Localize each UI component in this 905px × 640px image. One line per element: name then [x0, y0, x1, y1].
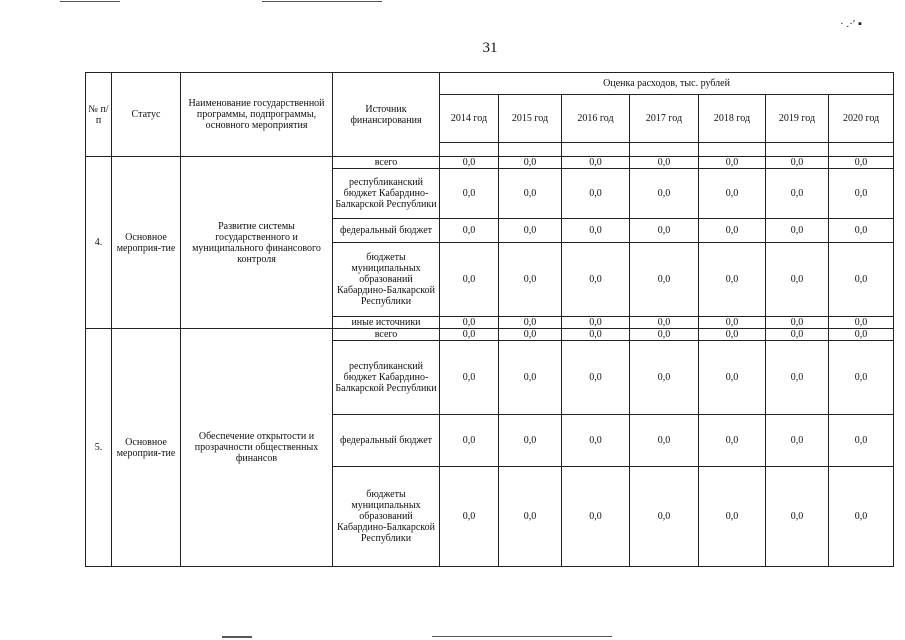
value-cell: 0,0	[562, 169, 630, 219]
scan-line-top-center	[262, 1, 382, 2]
value-cell: 0,0	[766, 157, 829, 169]
value-cell: 0,0	[699, 243, 766, 317]
header-spacer	[766, 143, 829, 157]
value-cell: 0,0	[766, 341, 829, 415]
header-year: 2020 год	[829, 95, 894, 143]
value-cell: 0,0	[562, 415, 630, 467]
value-cell: 0,0	[440, 341, 499, 415]
value-cell: 0,0	[440, 157, 499, 169]
value-cell: 0,0	[766, 243, 829, 317]
value-cell: 0,0	[499, 169, 562, 219]
scan-speck: · .·′ ▪	[840, 18, 862, 30]
header-spacer	[499, 143, 562, 157]
value-cell: 0,0	[699, 329, 766, 341]
value-cell: 0,0	[630, 317, 699, 329]
value-cell: 0,0	[630, 169, 699, 219]
header-year: 2015 год	[499, 95, 562, 143]
source-cell: республиканский бюджет Кабардино-Балкарской Республики	[333, 169, 440, 219]
value-cell: 0,0	[829, 329, 894, 341]
value-cell: 0,0	[440, 169, 499, 219]
value-cell: 0,0	[630, 243, 699, 317]
value-cell: 0,0	[499, 467, 562, 567]
header-name: Наименование государственной программы, подпрограммы, основного мероприятия	[181, 73, 333, 157]
value-cell: 0,0	[766, 467, 829, 567]
header-year: 2017 год	[630, 95, 699, 143]
value-cell: 0,0	[630, 341, 699, 415]
value-cell: 0,0	[766, 329, 829, 341]
group-status: Основное мероприя-тие	[112, 329, 181, 567]
value-cell: 0,0	[499, 415, 562, 467]
group-status: Основное мероприя-тие	[112, 157, 181, 329]
value-cell: 0,0	[630, 467, 699, 567]
header-expenses: Оценка расходов, тыс. рублей	[440, 73, 894, 95]
value-cell: 0,0	[562, 243, 630, 317]
value-cell: 0,0	[562, 467, 630, 567]
value-cell: 0,0	[499, 157, 562, 169]
value-cell: 0,0	[499, 341, 562, 415]
scan-line-top-left	[60, 1, 120, 2]
value-cell: 0,0	[829, 157, 894, 169]
value-cell: 0,0	[562, 157, 630, 169]
group-name: Развитие системы государственного и муниципального финансового контроля	[181, 157, 333, 329]
source-cell: бюджеты муниципальных образований Кабардино-Балкарской Республики	[333, 243, 440, 317]
value-cell: 0,0	[562, 317, 630, 329]
value-cell: 0,0	[440, 415, 499, 467]
value-cell: 0,0	[440, 329, 499, 341]
source-cell: республиканский бюджет Кабардино-Балкарской Республики	[333, 341, 440, 415]
value-cell: 0,0	[440, 219, 499, 243]
header-spacer	[699, 143, 766, 157]
source-cell: всего	[333, 157, 440, 169]
source-cell: федеральный бюджет	[333, 219, 440, 243]
table-row	[86, 329, 894, 341]
value-cell: 0,0	[829, 219, 894, 243]
value-cell: 0,0	[630, 415, 699, 467]
header-year: 2014 год	[440, 95, 499, 143]
value-cell: 0,0	[630, 219, 699, 243]
header-spacer	[630, 143, 699, 157]
header-year: 2018 год	[699, 95, 766, 143]
value-cell: 0,0	[699, 157, 766, 169]
expense-table	[85, 72, 894, 567]
value-cell: 0,0	[440, 467, 499, 567]
value-cell: 0,0	[699, 415, 766, 467]
value-cell: 0,0	[699, 341, 766, 415]
scan-line-bottom-left	[222, 636, 252, 638]
value-cell: 0,0	[499, 243, 562, 317]
header-year: 2016 год	[562, 95, 630, 143]
group-number: 4.	[86, 157, 112, 329]
header-num: № п/п	[86, 73, 112, 157]
value-cell: 0,0	[562, 329, 630, 341]
value-cell: 0,0	[829, 317, 894, 329]
value-cell: 0,0	[699, 169, 766, 219]
value-cell: 0,0	[829, 169, 894, 219]
value-cell: 0,0	[562, 341, 630, 415]
value-cell: 0,0	[766, 317, 829, 329]
value-cell: 0,0	[630, 157, 699, 169]
value-cell: 0,0	[499, 317, 562, 329]
value-cell: 0,0	[562, 219, 630, 243]
value-cell: 0,0	[699, 219, 766, 243]
scan-line-bottom-center	[432, 636, 612, 637]
source-cell: бюджеты муниципальных образований Кабардино-Балкарской Республики	[333, 467, 440, 567]
group-number: 5.	[86, 329, 112, 567]
header-spacer	[440, 143, 499, 157]
value-cell: 0,0	[499, 329, 562, 341]
value-cell: 0,0	[699, 467, 766, 567]
header-status: Статус	[112, 73, 181, 157]
value-cell: 0,0	[630, 329, 699, 341]
page-number: 31	[482, 40, 498, 56]
value-cell: 0,0	[829, 341, 894, 415]
header-spacer	[829, 143, 894, 157]
value-cell: 0,0	[499, 219, 562, 243]
table-row	[86, 157, 894, 169]
value-cell: 0,0	[766, 169, 829, 219]
value-cell: 0,0	[766, 219, 829, 243]
header-year: 2019 год	[766, 95, 829, 143]
value-cell: 0,0	[829, 415, 894, 467]
value-cell: 0,0	[440, 317, 499, 329]
header-spacer	[562, 143, 630, 157]
source-cell: всего	[333, 329, 440, 341]
value-cell: 0,0	[699, 317, 766, 329]
header-source: Источник финансирования	[333, 73, 440, 157]
source-cell: федеральный бюджет	[333, 415, 440, 467]
value-cell: 0,0	[440, 243, 499, 317]
value-cell: 0,0	[766, 415, 829, 467]
value-cell: 0,0	[829, 467, 894, 567]
source-cell: иные источники	[333, 317, 440, 329]
group-name: Обеспечение открытости и прозрачности общественных финансов	[181, 329, 333, 567]
value-cell: 0,0	[829, 243, 894, 317]
